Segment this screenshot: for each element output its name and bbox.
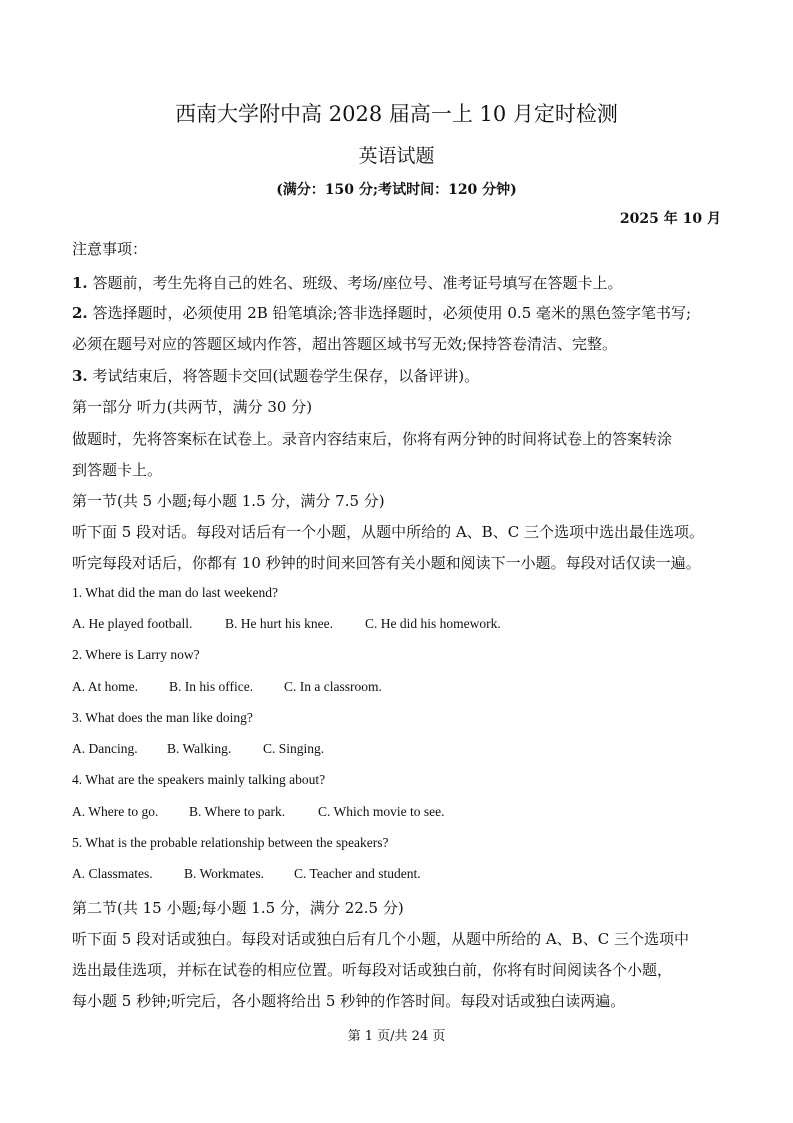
section2-heading: 第二节(共 15 小题;每小题 1.5 分，满分 22.5 分)	[72, 899, 404, 917]
option-b: B. Where to park.	[189, 804, 286, 819]
part1-heading: 第一部分 听力(共两节，满分 30 分)	[72, 398, 313, 416]
part1-intro-line1: 做题时，先将答案标在试卷上。录音内容结束后，你将有两分钟的时间将试卷上的答案转涂	[72, 430, 673, 448]
section1-intro-line1: 听下面 5 段对话。每段对话后有一个小题，从题中所给的 A、B、C 三个选项中选出最佳选项。	[72, 523, 704, 541]
section2-intro-line3: 每小题 5 秒钟;听完后，各小题将给出 5 秒钟的作答时间。每段对话或独白读两遍。	[72, 992, 626, 1010]
subject-title: 英语试题	[358, 145, 435, 167]
notice-item-number: 2.	[72, 304, 88, 322]
option-c: C. Teacher and student.	[294, 866, 421, 881]
notice-item-text: 答题前，考生先将自己的姓名、班级、考场/座位号、准考证号填写在答题卡上。	[92, 274, 623, 292]
notice-item-text: 考试结束后，将答题卡交回(试题卷学生保存，以备评讲)。	[92, 367, 480, 385]
notice-heading: 注意事项：	[72, 240, 148, 258]
notice-item-3	[72, 365, 479, 386]
section1-heading: 第一节(共 5 小题;每小题 1.5 分，满分 7.5 分)	[72, 492, 385, 510]
question-3-options	[72, 741, 325, 757]
question-5: 5. What is the probable relationship between the speakers?	[72, 835, 389, 850]
question-4: 4. What are the speakers mainly talking about?	[72, 772, 326, 787]
question-4-options	[72, 804, 445, 820]
question-3: 3. What does the man like doing?	[72, 710, 253, 725]
question-5-options	[72, 866, 421, 882]
exam-title: 西南大学附中高 2028 届高一上 10 月定时检测	[175, 102, 618, 126]
option-b: B. Walking.	[167, 741, 232, 756]
option-a: A. Classmates.	[72, 866, 153, 881]
exam-meta: (满分：150 分;考试时间：120 分钟)	[276, 182, 517, 198]
notice-item-text: 答选择题时，必须使用 2B 铅笔填涂;答非选择题时，必须使用 0.5 毫米的黑色签字笔书写;	[92, 304, 692, 322]
page-footer: 第 1 页/共 24 页	[347, 1029, 446, 1044]
option-a: A. At home.	[72, 679, 138, 694]
notice-item-2	[72, 302, 691, 323]
question-2-options	[72, 679, 382, 695]
exam-date: 2025 年 10 月	[619, 211, 721, 227]
option-c: C. He did his homework.	[365, 616, 501, 631]
part1-intro-line2: 到答题卡上。	[72, 461, 163, 479]
notice-item-number: 3.	[72, 367, 88, 385]
question-2: 2. Where is Larry now?	[72, 647, 200, 662]
question-1-options	[72, 616, 501, 632]
notice-item-1	[72, 272, 623, 293]
option-b: B. Workmates.	[184, 866, 265, 881]
notice-item-number: 1.	[72, 274, 88, 292]
question-1: 1. What did the man do last weekend?	[72, 585, 278, 600]
section2-intro-line2: 选出最佳选项，并标在试卷的相应位置。听每段对话或独白前，你将有时间阅读各个小题，	[72, 961, 673, 979]
option-a: A. Where to go.	[72, 804, 159, 819]
option-a: A. He played football.	[72, 616, 193, 631]
option-c: C. In a classroom.	[284, 679, 382, 694]
notice-item-2-continued: 必须在题号对应的答题区域内作答，超出答题区域书写无效;保持答卷清洁、完整。	[72, 335, 618, 353]
option-b: B. In his office.	[169, 679, 254, 694]
option-b: B. He hurt his knee.	[225, 616, 333, 631]
option-a: A. Dancing.	[72, 741, 138, 756]
section1-intro-line2: 听完每段对话后，你都有 10 秒钟的时间来回答有关小题和阅读下一小题。每段对话仅读一遍。	[72, 554, 701, 572]
option-c: C. Singing.	[263, 741, 325, 756]
option-c: C. Which movie to see.	[318, 804, 445, 819]
section2-intro-line1: 听下面 5 段对话或独白。每段对话或独白后有几个小题，从题中所给的 A、B、C 三个选项中	[72, 930, 689, 948]
